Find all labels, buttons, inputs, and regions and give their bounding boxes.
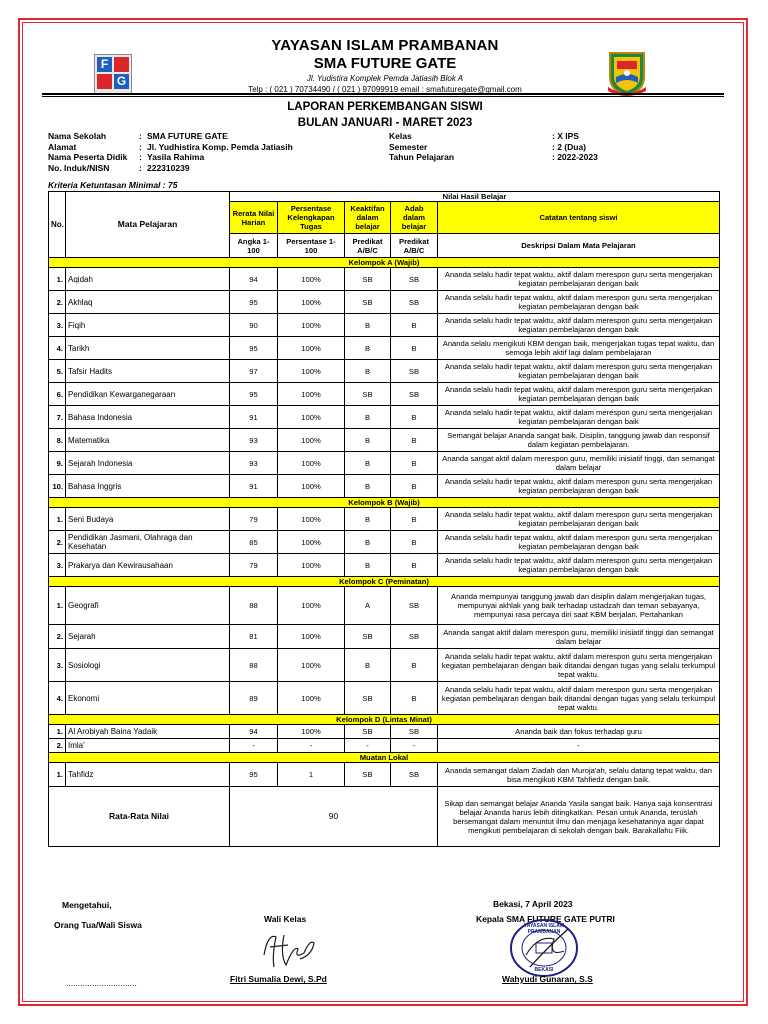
table-row <box>49 337 720 360</box>
activity-grade: B <box>345 475 391 498</box>
activity-grade: B <box>345 314 391 337</box>
row-number: 2. <box>49 291 66 314</box>
manners-grade: B <box>391 429 438 452</box>
info-label: Semester <box>389 141 428 152</box>
activity-grade: SB <box>345 625 391 649</box>
completion-percent: 100% <box>278 291 345 314</box>
completion-percent: 100% <box>278 406 345 429</box>
logo-quadrant <box>97 74 112 89</box>
completion-percent: 100% <box>278 682 345 715</box>
completion-percent: 100% <box>278 475 345 498</box>
teacher-note: Ananda selalu hadir tepat waktu, aktif dalam merespon guru serta mengerjakan kegiatan pembelajaran dengan baik ditandai dengan tugas yang selalu terkumpul tepat waktu. <box>438 649 720 682</box>
completion-percent: 100% <box>278 383 345 406</box>
group-title: Kelompok D (Lintas Minat) <box>49 715 720 725</box>
teacher-note: Ananda selalu hadir tepat waktu, aktif dalam merespon guru serta mengerjakan kegiatan pembelajaran dengan baik <box>438 383 720 406</box>
table-row <box>49 268 720 291</box>
subject-name: Ekonomi <box>66 682 230 715</box>
header-predikat: Predikat A/B/C <box>345 234 391 258</box>
activity-grade: B <box>345 360 391 383</box>
completion-percent: 1 <box>278 763 345 787</box>
score-value: 85 <box>230 531 278 554</box>
score-value: 91 <box>230 406 278 429</box>
minimum-criteria: Kriteria Ketuntasan Minimal : 75 <box>48 180 178 190</box>
header-deskripsi: Deskripsi Dalam Mata Pelajaran <box>438 234 720 258</box>
info-row <box>48 142 293 153</box>
activity-grade: SB <box>345 383 391 406</box>
teacher-note: Ananda selalu hadir tepat waktu, aktif dalam merespon guru serta mengerjakan kegiatan pembelajaran dengan baik <box>438 508 720 531</box>
teacher-signature-icon <box>254 925 322 973</box>
info-label: Nama Sekolah <box>48 131 107 141</box>
completion-percent: 100% <box>278 452 345 475</box>
subject-name: Bahasa Indonesia <box>66 406 230 429</box>
completion-percent: 100% <box>278 725 345 739</box>
info-label: Tahun Pelajaran <box>389 152 455 162</box>
row-number: 5. <box>49 360 66 383</box>
activity-grade: B <box>345 649 391 682</box>
activity-grade: - <box>345 739 391 753</box>
teacher-label: Wali Kelas <box>264 914 307 924</box>
activity-grade: SB <box>345 268 391 291</box>
group-title: Kelompok C (Peminatan) <box>49 577 720 587</box>
foundation-name: YAYASAN ISLAM PRAMBANAN <box>271 37 499 54</box>
manners-grade: B <box>391 337 438 360</box>
score-value: 95 <box>230 763 278 787</box>
score-value: 90 <box>230 314 278 337</box>
completion-percent: 100% <box>278 508 345 531</box>
logo-letter-g: G <box>114 74 129 89</box>
header-divider-thin <box>42 96 724 97</box>
letterhead <box>180 37 590 95</box>
completion-percent: 100% <box>278 554 345 577</box>
header-divider <box>42 93 724 95</box>
activity-grade: SB <box>345 291 391 314</box>
subject-name: Imla' <box>66 739 230 753</box>
score-value: 88 <box>230 587 278 625</box>
header-group: Nilai Hasil Belajar <box>230 192 720 202</box>
activity-grade: B <box>345 337 391 360</box>
student-info-left <box>48 131 293 173</box>
subject-name: Matematika <box>66 429 230 452</box>
row-number: 7. <box>49 406 66 429</box>
group-title: Muatan Lokal <box>49 753 720 763</box>
activity-grade: SB <box>345 725 391 739</box>
grades-body <box>49 258 720 787</box>
row-number: 2. <box>49 625 66 649</box>
row-number: 1. <box>49 268 66 291</box>
info-row <box>389 131 598 142</box>
header-angka: Angka 1-100 <box>230 234 278 258</box>
table-row <box>49 587 720 625</box>
completion-percent: 100% <box>278 337 345 360</box>
teacher-note: Ananda mempunyai tanggung jawab dan disiplin dalam mengerjakan tugas, mempunyai akhlak yang baik terhadap ustadzah dan teman sebayanya, mempunyai rasa percaya diri saat KBM berjalan. Pertahankan <box>438 587 720 625</box>
score-value: 94 <box>230 268 278 291</box>
score-value: 93 <box>230 452 278 475</box>
report-title <box>180 99 590 131</box>
header-catatan: Catatan tentang siswi <box>438 202 720 234</box>
report-title-line1: LAPORAN PERKEMBANGAN SISWI <box>287 101 483 113</box>
score-value: 95 <box>230 291 278 314</box>
activity-grade: B <box>345 531 391 554</box>
manners-grade: - <box>391 739 438 753</box>
manners-grade: SB <box>391 291 438 314</box>
manners-grade: B <box>391 554 438 577</box>
teacher-note: Ananda selalu hadir tepat waktu, aktif dalam merespon guru serta mengerjakan kegiatan pembelajaran dengan baik <box>438 475 720 498</box>
average-note: Sikap dan semangat belajar Ananda Yasila sangat baik. Hanya saja konsentrasi belajar Ananda harus lebih ditingkatkan. Pesan untuk Ananda, teruslah bersemangat dalam menuntut ilmu dan menjaga kesehatannya agar dapat mengikuti pembelajaran di sekolah dengan baik. Barakallahu Fiik. <box>438 787 720 847</box>
table-row <box>49 554 720 577</box>
manners-grade: B <box>391 475 438 498</box>
info-row <box>389 142 598 153</box>
score-value: 94 <box>230 725 278 739</box>
header-subject: Mata Pelajaran <box>66 192 230 258</box>
subject-name: Tafsir Hadits <box>66 360 230 383</box>
row-number: 10. <box>49 475 66 498</box>
row-number: 2. <box>49 531 66 554</box>
group-row <box>49 715 720 725</box>
completion-percent: 100% <box>278 429 345 452</box>
table-row <box>49 452 720 475</box>
subject-name: Pendidikan Kewarganegaraan <box>66 383 230 406</box>
info-sep: : <box>139 131 142 141</box>
score-value: 97 <box>230 360 278 383</box>
manners-grade: SB <box>391 360 438 383</box>
completion-percent: 100% <box>278 649 345 682</box>
manners-grade: SB <box>391 725 438 739</box>
activity-grade: B <box>345 508 391 531</box>
teacher-note: Ananda selalu hadir tepat waktu, aktif dalam merespon guru serta mengerjakan kegiatan pembelajaran dengan baik ditandai dengan tugas yang selalu terkumpul tepat waktu. <box>438 682 720 715</box>
teacher-note: Ananda selalu hadir tepat waktu, aktif dalam merespon guru serta mengerjakan kegiatan pembelajaran dengan baik <box>438 360 720 383</box>
teacher-note: Ananda selalu hadir tepat waktu, aktif dalam merespon guru serta mengerjakan kegiatan pembelajaran dengan baik <box>438 291 720 314</box>
acknowledged-label: Mengetahui, <box>62 900 112 910</box>
table-row <box>49 429 720 452</box>
info-sep: : <box>139 141 142 152</box>
teacher-note: Ananda selalu hadir tepat waktu, aktif dalam merespon guru serta mengerjakan kegiatan pembelajaran dengan baik <box>438 554 720 577</box>
manners-grade: SB <box>391 268 438 291</box>
manners-grade: SB <box>391 763 438 787</box>
group-row <box>49 498 720 508</box>
info-sep: : <box>139 162 142 173</box>
principal-label: Kepala SMA FUTURE GATE PUTRI <box>476 914 615 924</box>
info-value: 222310239 <box>147 162 190 173</box>
parent-signature-line: .............................. <box>66 978 137 988</box>
activity-grade: B <box>345 429 391 452</box>
row-number: 8. <box>49 429 66 452</box>
info-row <box>48 152 293 163</box>
row-number: 9. <box>49 452 66 475</box>
parent-label: Orang Tua/Wali Siswa <box>54 920 142 930</box>
table-row <box>49 360 720 383</box>
teacher-note: Ananda selalu hadir tepat waktu, aktif dalam merespon guru serta mengerjakan kegiatan pembelajaran dengan baik <box>438 531 720 554</box>
info-row <box>48 163 293 174</box>
group-row <box>49 753 720 763</box>
teacher-note: Semangat belajar Ananda sangat baik. Disiplin, tanggung jawab dan responsif dalam kegiatan pembelajaran. <box>438 429 720 452</box>
info-row <box>48 131 293 142</box>
score-value: 95 <box>230 337 278 360</box>
stamp-city: BEKASI <box>534 967 554 973</box>
subject-name: Sejarah <box>66 625 230 649</box>
row-number: 1. <box>49 725 66 739</box>
table-row <box>49 725 720 739</box>
completion-percent: 100% <box>278 625 345 649</box>
row-number: 1. <box>49 508 66 531</box>
manners-grade: SB <box>391 625 438 649</box>
activity-grade: B <box>345 452 391 475</box>
header-no: No. <box>49 192 66 258</box>
grades-table <box>48 191 720 847</box>
manners-grade: B <box>391 531 438 554</box>
manners-grade: SB <box>391 587 438 625</box>
subject-name: Sejarah Indonesia <box>66 452 230 475</box>
row-number: 3. <box>49 554 66 577</box>
teacher-note: Ananda sangat aktif dalam merespon guru, memiliki inisiatif tinggi dan semangat dalam belajar <box>438 625 720 649</box>
score-value: 93 <box>230 429 278 452</box>
header-keaktifan: Keaktifan dalam belajar <box>345 202 391 234</box>
subject-name: Seni Budaya <box>66 508 230 531</box>
completion-percent: 100% <box>278 314 345 337</box>
stamp-text: YAYASAN ISLAM PRAMBANAN <box>523 923 564 935</box>
group-title: Kelompok B (Wajib) <box>49 498 720 508</box>
row-number: 6. <box>49 383 66 406</box>
school-logo <box>94 54 132 94</box>
school-name: SMA FUTURE GATE <box>313 55 457 72</box>
group-row <box>49 258 720 268</box>
subject-name: Fiqih <box>66 314 230 337</box>
manners-grade: B <box>391 406 438 429</box>
report-title-line2: BULAN JANUARI - MARET 2023 <box>297 117 473 129</box>
teacher-note: Ananda selalu hadir tepat waktu, aktif dalam merespon guru serta mengerjakan kegiatan pembelajaran dengan baik <box>438 406 720 429</box>
table-row <box>49 406 720 429</box>
completion-percent: 100% <box>278 587 345 625</box>
header-predikat: Predikat A/B/C <box>391 234 438 258</box>
school-address: Jl. Yudistira Komplek Pemda Jatiasih Blok A <box>306 74 464 83</box>
subject-name: Tahfidz <box>66 763 230 787</box>
score-value: 79 <box>230 508 278 531</box>
score-value: 88 <box>230 649 278 682</box>
score-value: 89 <box>230 682 278 715</box>
table-row <box>49 531 720 554</box>
teacher-note: Ananda selalu hadir tepat waktu, aktif dalam merespon guru serta mengerjakan kegiatan pembelajaran dengan baik <box>438 268 720 291</box>
info-label: No. Induk/NISN <box>48 162 110 173</box>
score-value: 79 <box>230 554 278 577</box>
table-row <box>49 383 720 406</box>
activity-grade: SB <box>345 682 391 715</box>
activity-grade: B <box>345 406 391 429</box>
school-contact: Telp : ( 021 ) 70734490 / ( 021 ) 97099919 email : smafuturegate@gmail.com <box>248 85 522 94</box>
subject-name: Prakarya dan Kewirausahaan <box>66 554 230 577</box>
subject-name: Tarikh <box>66 337 230 360</box>
table-row <box>49 649 720 682</box>
document-date: Bekasi, 7 April 2023 <box>493 899 573 909</box>
info-label: Nama Peserta Didik <box>48 152 128 162</box>
table-row <box>49 508 720 531</box>
teacher-note: - <box>438 739 720 753</box>
teacher-note: Ananda selalu hadir tepat waktu, aktif dalam merespon guru serta mengerjakan kegiatan pembelajaran dengan baik <box>438 314 720 337</box>
table-row <box>49 763 720 787</box>
group-title: Kelompok A (Wajib) <box>49 258 720 268</box>
logo-letter-f: F <box>97 57 112 72</box>
subject-name: Al Arobiyah Baina Yadaik <box>66 725 230 739</box>
header-adab: Adab dalam belajar <box>391 202 438 234</box>
row-number: 4. <box>49 337 66 360</box>
manners-grade: B <box>391 508 438 531</box>
header-persen: Persentase 1-100 <box>278 234 345 258</box>
table-row <box>49 739 720 753</box>
score-value: 95 <box>230 383 278 406</box>
row-number: 1. <box>49 763 66 787</box>
average-label: Rata-Rata Nilai <box>49 787 230 847</box>
student-info-right <box>389 131 598 163</box>
info-value: Jl. Yudhistira Komp. Pemda Jatiasih <box>147 141 293 152</box>
teacher-note: Ananda baik dan fokus terhadap guru <box>438 725 720 739</box>
principal-name: Wahyudi Gunaran, S.S <box>502 974 593 984</box>
row-number: 2. <box>49 739 66 753</box>
manners-grade: B <box>391 682 438 715</box>
completion-percent: 100% <box>278 268 345 291</box>
subject-name: Sosiologi <box>66 649 230 682</box>
score-value: 91 <box>230 475 278 498</box>
manners-grade: B <box>391 452 438 475</box>
teacher-name: Fitri Sumalia Dewi, S.Pd <box>230 974 327 984</box>
info-label: Alamat <box>48 141 77 152</box>
row-number: 3. <box>49 314 66 337</box>
logo-quadrant <box>114 57 129 72</box>
row-number: 4. <box>49 682 66 715</box>
score-value: - <box>230 739 278 753</box>
subject-name: Bahasa Inggris <box>66 475 230 498</box>
school-stamp <box>508 917 580 979</box>
manners-grade: B <box>391 314 438 337</box>
completion-percent: - <box>278 739 345 753</box>
row-number: 3. <box>49 649 66 682</box>
info-value: Yasila Rahima <box>147 152 205 162</box>
completion-percent: 100% <box>278 360 345 383</box>
activity-grade: SB <box>345 763 391 787</box>
manners-grade: SB <box>391 383 438 406</box>
table-row <box>49 314 720 337</box>
subject-name: Pendidikan Jasmani, Olahraga dan Kesehatan <box>66 531 230 554</box>
teacher-note: Ananda selalu mengikuti KBM dengan baik, mengerjakan tugas tepat waktu, dan semoga lebih aktif lagi dalam pembelajaran <box>438 337 720 360</box>
table-row <box>49 475 720 498</box>
completion-percent: 100% <box>278 531 345 554</box>
info-label: Kelas <box>389 131 412 141</box>
row-number: 1. <box>49 587 66 625</box>
subject-name: Akhlaq <box>66 291 230 314</box>
info-value: : 2022-2023 <box>552 152 598 162</box>
table-row <box>49 625 720 649</box>
average-value: 90 <box>230 787 438 847</box>
group-row <box>49 577 720 587</box>
table-row <box>49 291 720 314</box>
info-sep: : <box>139 152 142 162</box>
activity-grade: A <box>345 587 391 625</box>
regional-emblem-icon <box>602 47 652 97</box>
subject-name: Geografi <box>66 587 230 625</box>
info-row <box>389 152 598 163</box>
info-value: SMA FUTURE GATE <box>147 131 228 141</box>
info-value: : X IPS <box>552 131 579 141</box>
table-row <box>49 682 720 715</box>
manners-grade: B <box>391 649 438 682</box>
teacher-note: Ananda sangat aktif dalam merespon guru, memiliki inisiatif tinggi, dan semangat dalam belajar <box>438 452 720 475</box>
header-persentase: Persentase Kelengkapan Tugas <box>278 202 345 234</box>
score-value: 81 <box>230 625 278 649</box>
info-value: : 2 (Dua) <box>552 141 586 152</box>
teacher-note: Ananda semangat dalam Ziadah dan Muroja'ah, selalu datang tepat waktu, dan bisa mengikuti KBM Tahfiedz dengan baik. <box>438 763 720 787</box>
activity-grade: B <box>345 554 391 577</box>
header-rerata: Rerata Nilai Harian <box>230 202 278 234</box>
subject-name: Aqidah <box>66 268 230 291</box>
